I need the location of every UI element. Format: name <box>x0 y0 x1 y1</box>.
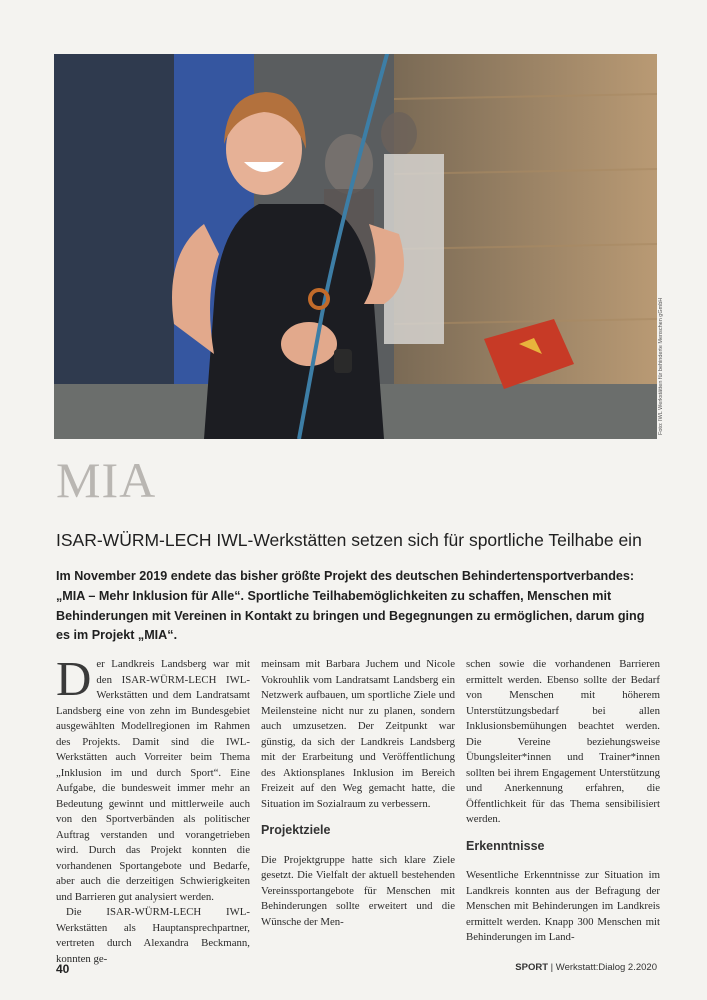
text-column-3 <box>466 657 660 946</box>
article-photo <box>54 54 657 439</box>
page-number: 40 <box>56 962 70 976</box>
article-lead: Im November 2019 endete das bisher größte Projekt des deutschen Behindertensportverbandes: „MIA – Mehr Inklusion für Alle“. Sportliche Teilhabemöglichkeiten zu schaffen, Menschen mit Behinderungen mit Vereinen in Kontakt zu bringen und Begegnungen zu ermöglichen, darum ging es im Projekt „MIA“. <box>56 569 645 643</box>
climbing-woman-photo <box>54 54 657 439</box>
article-title: MIA <box>56 452 157 508</box>
footer-magazine <box>515 962 657 973</box>
photo-credit: Foto: IWL Werkstätten für behinderte Menschen gGmbH <box>658 297 664 435</box>
paragraph: Wesentliche Erkenntnisse zur Situation im Landkreis konnten aus der Befragung der Menschen mit Behinderungen im Landkreis ermittelt werden. Knapp 300 Menschen mit Behinderungen im Land- <box>466 869 660 943</box>
drop-cap: D <box>56 651 92 706</box>
paragraph: schen sowie die vorhandenen Barrieren ermittelt werden. Ebenso sollte der Bedarf von Menschen mit höherem Unterstützungsbedarf bei allen Inklusionsbemühungen beachtet werden. Die Vereine beziehungsweise Übungsleiter*innen und Trainer*innen sollten bei ihrem Engagement Unterstützung und Anerkennung erfahren, die Öffentlichkeit für das Thema sensibilisiert werden. <box>466 658 660 825</box>
footer-separator: | <box>550 962 554 973</box>
paragraph: Der Landkreis Landsberg war mit den ISAR-WÜRM-LECH IWL-Werkstätten und dem Landratsamt Landsberg eine von zehn im Bundesgebiet ausgewählten Modellregionen im Rahmen des Projekts. Damit sind die IWL-Werkstätten auch Vorreiter beim Thema „Inklusion im und durch Sport“. Eine Aufgabe, die bundesweit immer mehr an Bedeutung gewinnt und mittlerweile auch von den Sportverbänden als politischer Auftrag verstanden und vorangetrieben wird. Durch das Projekt konnten die vorhandenen Sportangebote und Bedarfe, aber auch die derzeitigen Schwierigkeiten und Barrieren gut analysiert werden. <box>56 651 250 903</box>
paragraph: meinsam mit Barbara Juchem und Nicole Vokrouhlik vom Landratsamt Landsberg ein Netzwerk aufbauen, um sportliche Ziele und Meilensteine nicht nur zu planen, sondern auch umzusetzen. Der Zeitpunkt war günstig, da sich der Landkreis Landsberg mit der Erarbeitung und Veröffentlichung des Aktionsplanes Inklusion im Bereich Freizeit auf den Weg gemacht hatte, die Situation im Sozialraum zu verbessern. <box>261 658 455 810</box>
text-column-1 <box>56 651 250 967</box>
section-heading-projektziele: Projektziele <box>261 823 331 837</box>
section-heading-erkenntnisse: Erkenntnisse <box>466 838 545 853</box>
text-column-2 <box>261 657 455 930</box>
article-subtitle: ISAR-WÜRM-LECH IWL-Werkstätten setzen sich für sportliche Teilhabe ein <box>56 530 642 550</box>
footer-magazine-name: Werkstatt:Dialog 2.2020 <box>555 962 657 973</box>
paragraph: Die ISAR-WÜRM-LECH IWL-Werkstätten als Hauptansprechpartner, vertreten durch Alexandra Beckmann, konnten ge- <box>56 906 250 965</box>
paragraph: Die Projektgruppe hatte sich klare Ziele gesetzt. Die Vielfalt der aktuell bestehenden Vereinssportangebote für Menschen mit Behinderungen sollte erweitert und die Wünsche der Men- <box>261 853 455 928</box>
footer-section: SPORT <box>515 962 549 973</box>
